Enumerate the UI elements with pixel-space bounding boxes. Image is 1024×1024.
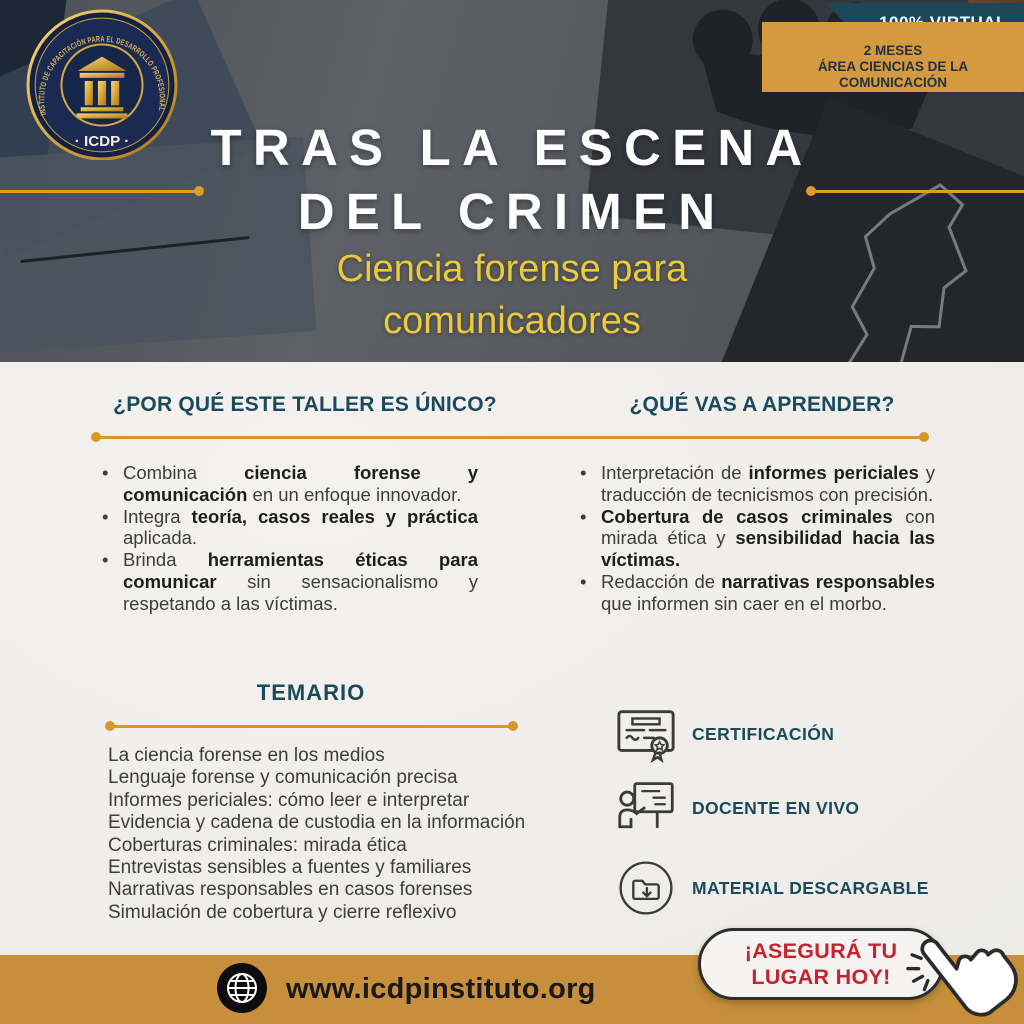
feature-certification — [614, 702, 834, 766]
bullet-item: • Brinda herramientas éticas para comunicar sin sensacionalismo y respetando a las víctimas. — [100, 549, 478, 614]
globe-icon — [217, 963, 267, 1013]
hero-banner — [0, 0, 1024, 362]
bullet-item: • Combina ciencia forense y comunicación en un enfoque innovador. — [100, 462, 478, 506]
live-teacher-icon — [614, 776, 678, 840]
feature-live-teacher — [614, 776, 859, 840]
cta-button[interactable] — [698, 928, 944, 1000]
area-badge — [762, 22, 1024, 92]
learn-bullet-list — [578, 462, 935, 615]
feature-label: DOCENTE EN VIVO — [692, 797, 860, 818]
temario-rule — [110, 725, 513, 728]
subtitle-line2: comunicadores — [383, 300, 641, 342]
temario-rule-dot-left — [105, 721, 115, 731]
download-icon — [614, 856, 678, 920]
temario-item: Informes periciales: cómo leer e interpretar — [108, 789, 470, 811]
logo-ring-text: INSTITUTO DE CAPACITACIÓN PARA EL DESARROLLO PROFESIONAL — [37, 34, 167, 117]
website-link[interactable]: www.icdpinstituto.org — [286, 973, 596, 1005]
why-bullet-list — [100, 462, 478, 615]
bullet-item: • Interpretación de informes periciales y traducción de tecnicismos con precisión. — [578, 462, 935, 506]
temario-rule-dot-right — [508, 721, 518, 731]
bullet-item: • Integra teoría, casos reales y práctica aplicada. — [100, 506, 478, 550]
gold-rule-dot-right — [919, 432, 929, 442]
temario-item: Evidencia y cadena de custodia en la información — [108, 812, 526, 834]
temario-heading: TEMARIO — [256, 680, 366, 705]
temario-item: Lenguaje forense y comunicación precisa — [108, 767, 458, 789]
logo-acronym: · ICDP · — [74, 132, 130, 150]
temario-item: Coberturas criminales: mirada ética — [108, 834, 407, 856]
main-title-line1: TRAS LA ESCENA — [210, 119, 814, 176]
why-section-heading: ¿POR QUÉ ESTE TALLER ES ÚNICO? — [113, 393, 497, 416]
area-label: ÁREA CIENCIAS DE LA COMUNICACIÓN — [817, 59, 969, 90]
feature-label: MATERIAL DESCARGABLE — [692, 877, 929, 898]
temario-item: Simulación de cobertura y cierre reflexivo — [108, 901, 457, 923]
subtitle-line1: Ciencia forense para — [336, 248, 688, 290]
cta-line1: ¡ASEGURÁ TU — [744, 939, 898, 963]
certificate-icon — [614, 702, 678, 766]
content-area — [0, 362, 1024, 955]
main-title-line2: DEL CRIMEN — [297, 183, 727, 240]
bullet-item: • Redacción de narrativas responsables que informen sin caer en el morbo. — [578, 571, 935, 615]
temario-item: La ciencia forense en los medios — [108, 745, 385, 766]
learn-section-heading: ¿QUÉ VAS A APRENDER? — [629, 393, 895, 416]
feature-label: CERTIFICACIÓN — [692, 723, 835, 744]
gold-rule — [96, 436, 924, 439]
feature-download — [614, 856, 929, 920]
temario-item: Entrevistas sensibles a fuentes y familiares — [108, 857, 472, 879]
duration-label: 2 MESES — [863, 43, 923, 58]
temario-list — [108, 745, 528, 924]
bullet-item: • Cobertura de casos criminales con mirada ética y sensibilidad hacia las víctimas. — [578, 506, 935, 571]
temario-item: Narrativas responsables en casos forenses — [108, 879, 473, 901]
cta-line2: LUGAR HOY! — [751, 965, 891, 989]
gold-rule-dot-left — [91, 432, 101, 442]
